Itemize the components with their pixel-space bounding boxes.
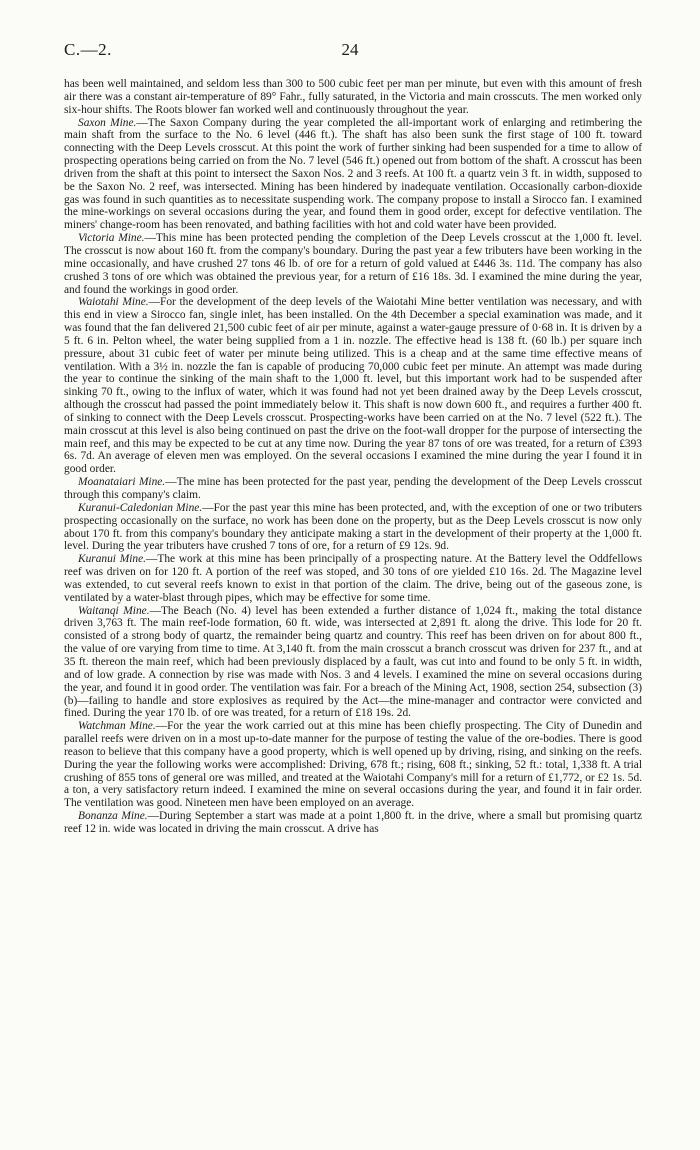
paragraph-waiotahi-mine xyxy=(64,296,642,476)
paragraph-text: —For the past year this mine has been protected, and, with the exception of one or two tributers prospecting occasionally on the surface, no work has been done on the property, but as the Deep Levels crosscut is now only about 170 ft. from this company's boundary they anticipate making a start in the development of their property at the 1,000 ft. level. During the year tributers have crushed 7 tons of ore, for a return of £9 12s. 9d. xyxy=(64,501,642,553)
mine-heading: Kuranui Mine. xyxy=(78,553,146,566)
paragraph-text: —During September a start was made at a point 1,800 ft. in the drive, where a small but promising quartz reef 12 in. wide was located in driving the main crosscut. A drive has xyxy=(64,810,643,835)
paragraph-text: —The Saxon Company during the year completed the all-important work of enlarging and retimbering the main shaft from the surface to the No. 6 level (446 ft.). The shaft has also been sunk the first stage of 100 ft. toward connecting with the Deep Levels crosscut. At this point the work of further sinking had been suspended for a time to allow of prospecting operations being carried on from the No. 7 level (546 ft.) opened out from bottom of the shaft. A crosscut has been driven from the shaft at this point to intersect the Saxon Nos. 2 and 3 reefs. At 100 ft. a quartz vein 3 ft. in width, supposed to be the Saxon No. 2 reef, was intersected. Mining has been hindered by inadequate ventilation. Occasionally carbon-dioxide gas was found in such quantities as to necessitate suspending work. The company propose to install a Sirocco fan. I examined the mine-workings on several occasions during the year, and found them in good order, except for defective ventilation. The miners' change-room has been renovated, and bathing facilities with hot and cold water have been provided. xyxy=(64,116,642,232)
page-body xyxy=(64,78,642,836)
mine-heading: Watchman Mine. xyxy=(78,720,156,733)
paragraph-watchman-mine xyxy=(64,720,642,810)
paragraph-bonanza-mine xyxy=(64,810,642,836)
paragraph-text: —The work at this mine has been principally of a prospecting nature. At the Battery level the Oddfellows reef was driven on for 120 ft. A portion of the reef was stoped, and 30 tons of ore yielded £10 16s. 2d. The Magazine level was extended, to cut several reefs known to exist in that portion of the claim. The drive, being out of the gaseous zone, is ventilated by a water-blast through pipes, which may be effective for some time. xyxy=(64,553,643,604)
paragraph-moanataiari-mine xyxy=(64,476,642,502)
paragraph-kuranui-caledonian-mine xyxy=(64,502,642,553)
mine-heading: Kuranui-Caledonian Mine. xyxy=(78,501,203,514)
page-number: 24 xyxy=(341,40,359,59)
mine-heading: Victoria Mine. xyxy=(78,232,145,245)
paragraph-continuation xyxy=(64,78,642,117)
paragraph-kuranui-mine xyxy=(64,553,642,604)
mine-heading: Moanataiari Mine. xyxy=(78,476,166,489)
report-reference: C.—2. xyxy=(64,40,112,59)
page-header xyxy=(64,40,636,60)
paragraph-text: —For the development of the deep levels of the Waiotahi Mine better ventilation was necessary, and with this end in view a Sirocco fan, single inlet, has been installed. On the 4th December a special examination was made, and it was found that the fan delivered 21,500 cubic feet of air per minute, against a water-gauge pressure of 0·68 in. It is driven by a 5 ft. 6 in. Pelton wheel, the water being supplied from a 1 in. nozzle. The effective head is 138 ft. (60 lb.) per square inch pressure, about 31 cubic feet of water per minute being utilized. This is a cheap and at the same time effective means of ventilation. With a 3½ in. nozzle the fan is capable of producing 70,000 cubic feet per minute. An attempt was made during the year to continue the sinking of the main shaft to the 1,000 ft. level, but this important work had to be suspended after sinking 70 ft., owing to the influx of water, which it was found had not yet been drained away by the Deep Levels crosscut, although the crosscut had passed the point immediately below it. This shaft is now down 600 ft., and requires a further 400 ft. of sinking to connect with the Deep Levels crosscut. Prospecting-works have been carried on at the No. 7 level (522 ft.). The main crosscut at this level is also being continued on past the drive on the foot-wall dropper for the purpose of intersecting the main reef, and this may be expected to be cut at any time now. During the year 87 tons of ore was treated, for a return of £393 6s. 7d. An average of eleven men was employed. On the several occasions I examined the mine during the year I found it in good order. xyxy=(64,296,642,476)
paragraph-saxon-mine xyxy=(64,117,642,233)
mine-heading: Bonanza Mine. xyxy=(78,810,148,823)
paragraph-victoria-mine xyxy=(64,232,642,296)
mine-heading: Waiotahi Mine. xyxy=(78,296,149,309)
paragraph-text: —The mine has been protected for the past year, pending the development of the Deep Levels crosscut through this company's claim. xyxy=(64,476,643,501)
paragraph-text: —For the year the work carried out at this mine has been chiefly prospecting. The City of Dunedin and parallel reefs were driven on in a most up-to-date manner for the purpose of testing the value of the ore-bodies. There is good reason to believe that this company have a good property, which is well opened up by driving, rising, and sinking on the reefs. During the year the following works were accomplished: Driving, 678 ft.; rising, 608 ft.; sinking, 52 ft.: total, 1,338 ft. A trial crushing of 855 tons of general ore was milled, and treated at the Waiotahi Company's mill for a return of £1,772, or £2 1s. 5d. a ton, a very satisfactory return indeed. I examined the mine on several occasions during the year, and found it in fair order. The ventilation was good. Nineteen men have been employed on an average. xyxy=(64,720,642,810)
paragraph-text: —This mine has been protected pending the completion of the Deep Levels crosscut at the 1,000 ft. level. The crosscut is now about 160 ft. from the company's boundary. During the past year a few tributers have been working in the mine occasionally, and have crushed 27 tons 46 lb. of ore for a return of gold valued at £446 3s. 11d. The company has also crushed 3 tons of ore which was obtained the previous year, for a return of £16 18s. 3d. I examined the mine during the year, and found the workings in good order. xyxy=(64,232,642,296)
mine-heading: Waitanqi Mine. xyxy=(78,604,150,617)
paragraph-waitanqi-mine xyxy=(64,605,642,721)
mine-heading: Saxon Mine. xyxy=(78,116,137,129)
paragraph-text: has been well maintained, and seldom less than 300 to 500 cubic feet per man per minute, but even with this amount of fresh air there was a constant air-temperature of 89° Fahr., fully saturated, in the Victoria and main crosscuts. The men worked only six-hour shifts. The Roots blower fan worked well and continuously throughout the year. xyxy=(64,78,642,116)
paragraph-text: —The Beach (No. 4) level has been extended a further distance of 1,024 ft., making the total distance driven 3,763 ft. The main reef-lode formation, 60 ft. wide, was intersected at 2,891 ft. along the drive. This lode for 20 ft. consisted of a strong body of quartz, the remainder being quartz and country. This reef has been driven on for about 800 ft., the value of ore varying from time to time. At 3,140 ft. from the main crosscut a branch crosscut was driven for 237 ft., and at 35 ft. thereon the main reef, which had been previously displaced by a fault, was cut into and found to be only 5 ft. in width, and of low grade. A connection by rise was made with Nos. 3 and 4 levels. I examined the mine on several occasions during the year, and found it in good order. The ventilation was fair. For a breach of the Mining Act, 1908, section 254, subsection (3) (b)—failing to handle and store explosives as required by the Act—the mine-manager and contractor were convicted and fined. During the year 170 lb. of ore was treated, for a return of £18 19s. 2d. xyxy=(64,604,642,720)
